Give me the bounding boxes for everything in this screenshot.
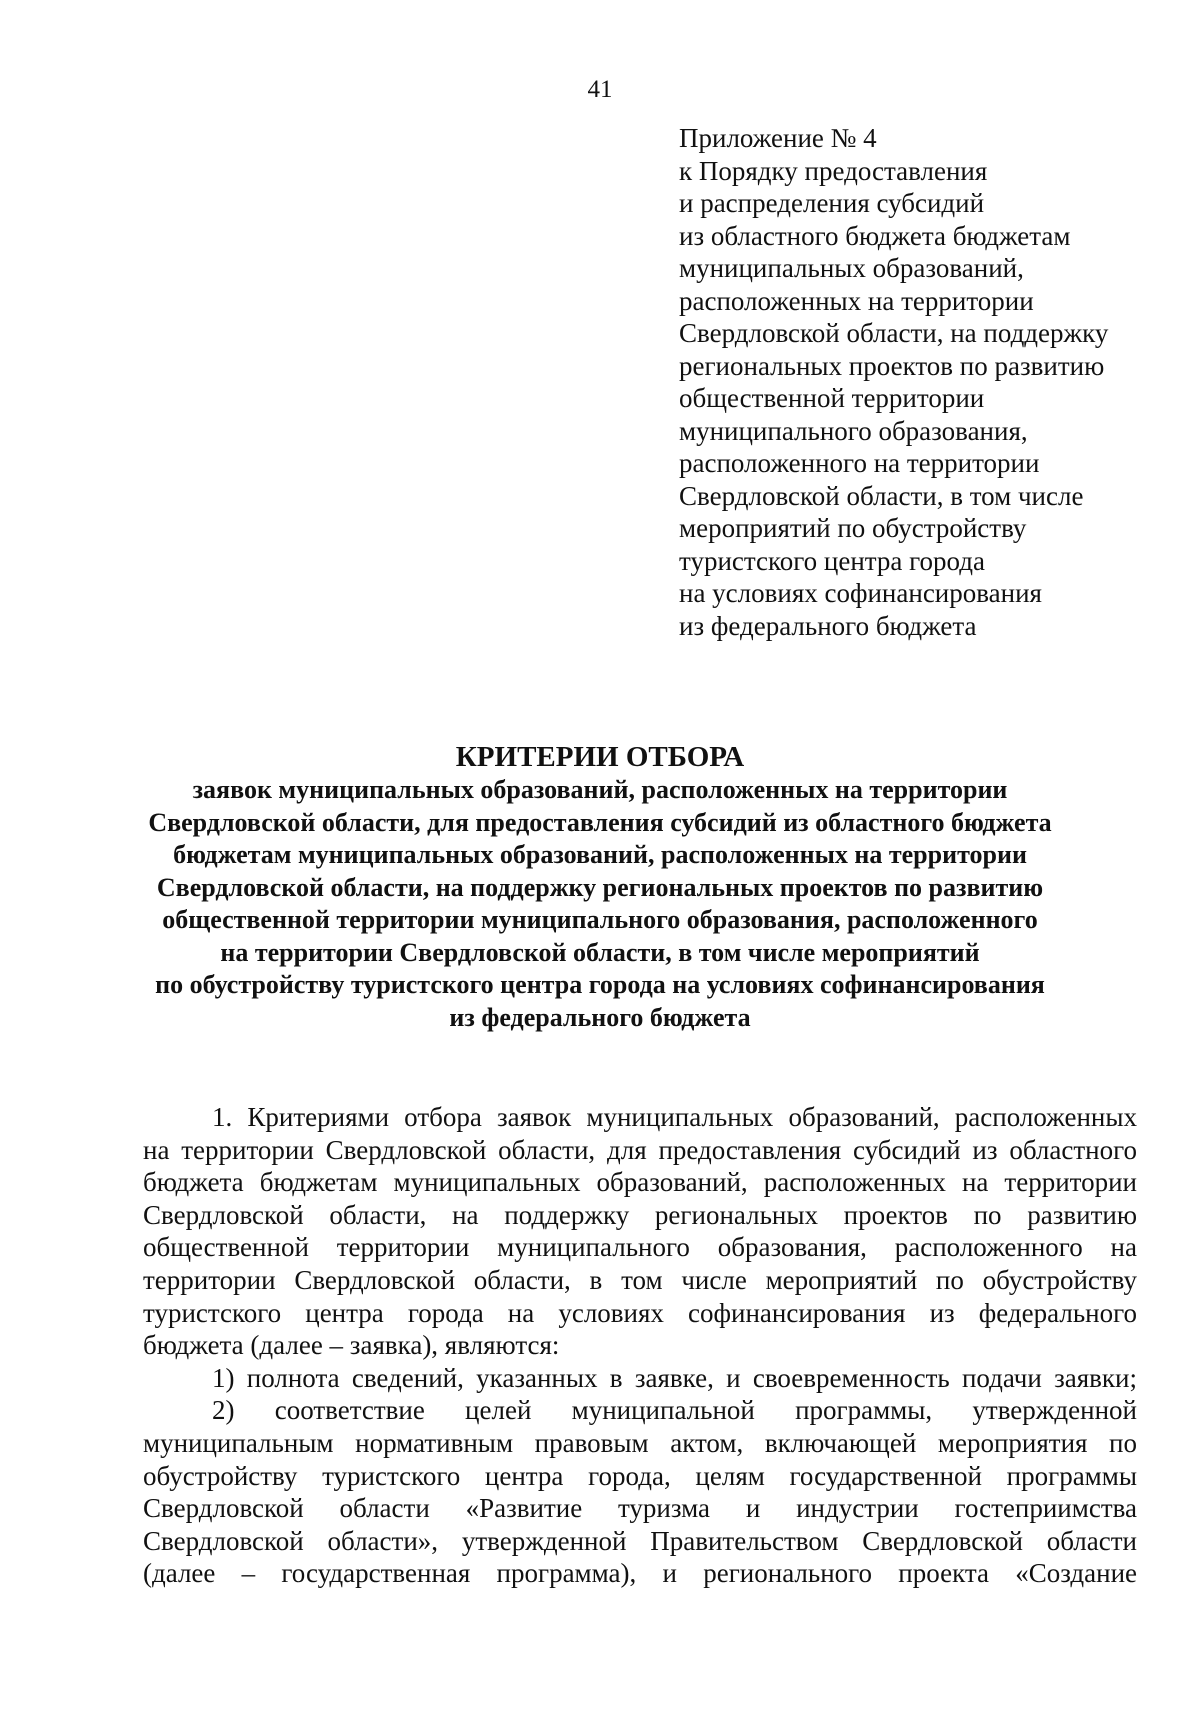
appendix-line: из областного бюджета бюджетам: [679, 220, 1071, 251]
list-item-line: Свердловской области «Развитие туризма и индустрии гостеприимства: [143, 1493, 1137, 1524]
appendix-line: и распределения субсидий: [679, 188, 985, 218]
document-heading: [100, 740, 1100, 1034]
appendix-line: муниципального образования,: [679, 415, 1028, 446]
appendix-line: к Порядку предоставления: [679, 155, 988, 186]
heading-line: на территории Свердловской области, в том числе мероприятий: [220, 937, 980, 967]
document-body: [143, 1101, 1137, 1590]
heading-line: бюджетам муниципальных образований, расположенных на территории: [173, 840, 1027, 869]
list-item-line: муниципальным нормативным правовым актом, включающей мероприятия по: [143, 1427, 1137, 1458]
paragraph-line: бюджета бюджетам муниципальных образований, расположенных на территории: [143, 1167, 1137, 1198]
list-item-line: 2) соответствие целей муниципальной программы, утвержденной: [212, 1395, 1137, 1426]
heading-line: Свердловской области, для предоставления субсидий из областного бюджета: [148, 807, 1052, 837]
appendix-line: Свердловской области, в том числе: [679, 480, 1084, 511]
paragraph-1: [143, 1101, 1137, 1362]
appendix-line: мероприятий по обустройству: [679, 513, 1027, 543]
paragraph-line: бюджета (далее – заявка), являются:: [143, 1330, 560, 1361]
paragraph-line: 1. Критериями отбора заявок муниципальных образований, расположенных: [212, 1102, 1137, 1132]
paragraph-line: общественной территории муниципального образования, расположенного на: [143, 1232, 1137, 1263]
heading-line: по обустройству туристского центра города на условиях софинансирования: [155, 970, 1045, 999]
appendix-line: муниципальных образований,: [679, 253, 1024, 283]
appendix-line: региональных проектов по развитию: [679, 350, 1105, 381]
list-item-line: 1) полнота сведений, указанных в заявке, и своевременность подачи заявки;: [212, 1362, 1137, 1393]
list-item-1: [143, 1362, 1137, 1395]
appendix-line: расположенного на территории: [679, 448, 1040, 478]
page-number: 41: [587, 76, 613, 103]
list-item-line: обустройству туристского центра города, целям государственной программы: [143, 1460, 1137, 1491]
heading-line: Свердловской области, на поддержку региональных проектов по развитию: [156, 872, 1044, 902]
appendix-line: общественной территории: [679, 383, 985, 413]
paragraph-line: Свердловской области, на поддержку региональных проектов по развитию: [143, 1199, 1137, 1230]
list-item-2: [143, 1394, 1137, 1590]
heading-line: из федерального бюджета: [449, 1002, 751, 1032]
heading-title: КРИТЕРИИ ОТБОРА: [455, 741, 745, 773]
appendix-reference-block: [679, 122, 1179, 642]
appendix-line: Приложение № 4: [679, 123, 877, 153]
heading-line: общественной территории муниципального образования, расположенного: [162, 905, 1038, 934]
list-item-line: Свердловской области», утвержденной Правительством Свердловской области: [143, 1525, 1137, 1556]
appendix-line: из федерального бюджета: [679, 610, 977, 641]
paragraph-line: территории Свердловской области, в том числе мероприятий по обустройству: [143, 1264, 1137, 1295]
list-item-line: (далее – государственная программа), и регионального проекта «Создание: [143, 1558, 1137, 1589]
appendix-line: Свердловской области, на поддержку: [679, 318, 1109, 348]
appendix-line: на условиях софинансирования: [679, 578, 1042, 608]
paragraph-line: на территории Свердловской области, для предоставления субсидий из областного: [143, 1134, 1137, 1165]
paragraph-line: туристского центра города на условиях софинансирования из федерального: [143, 1297, 1137, 1328]
appendix-line: расположенных на территории: [679, 285, 1034, 316]
heading-line: заявок муниципальных образований, расположенных на территории: [192, 775, 1008, 804]
appendix-line: туристского центра города: [679, 545, 985, 576]
